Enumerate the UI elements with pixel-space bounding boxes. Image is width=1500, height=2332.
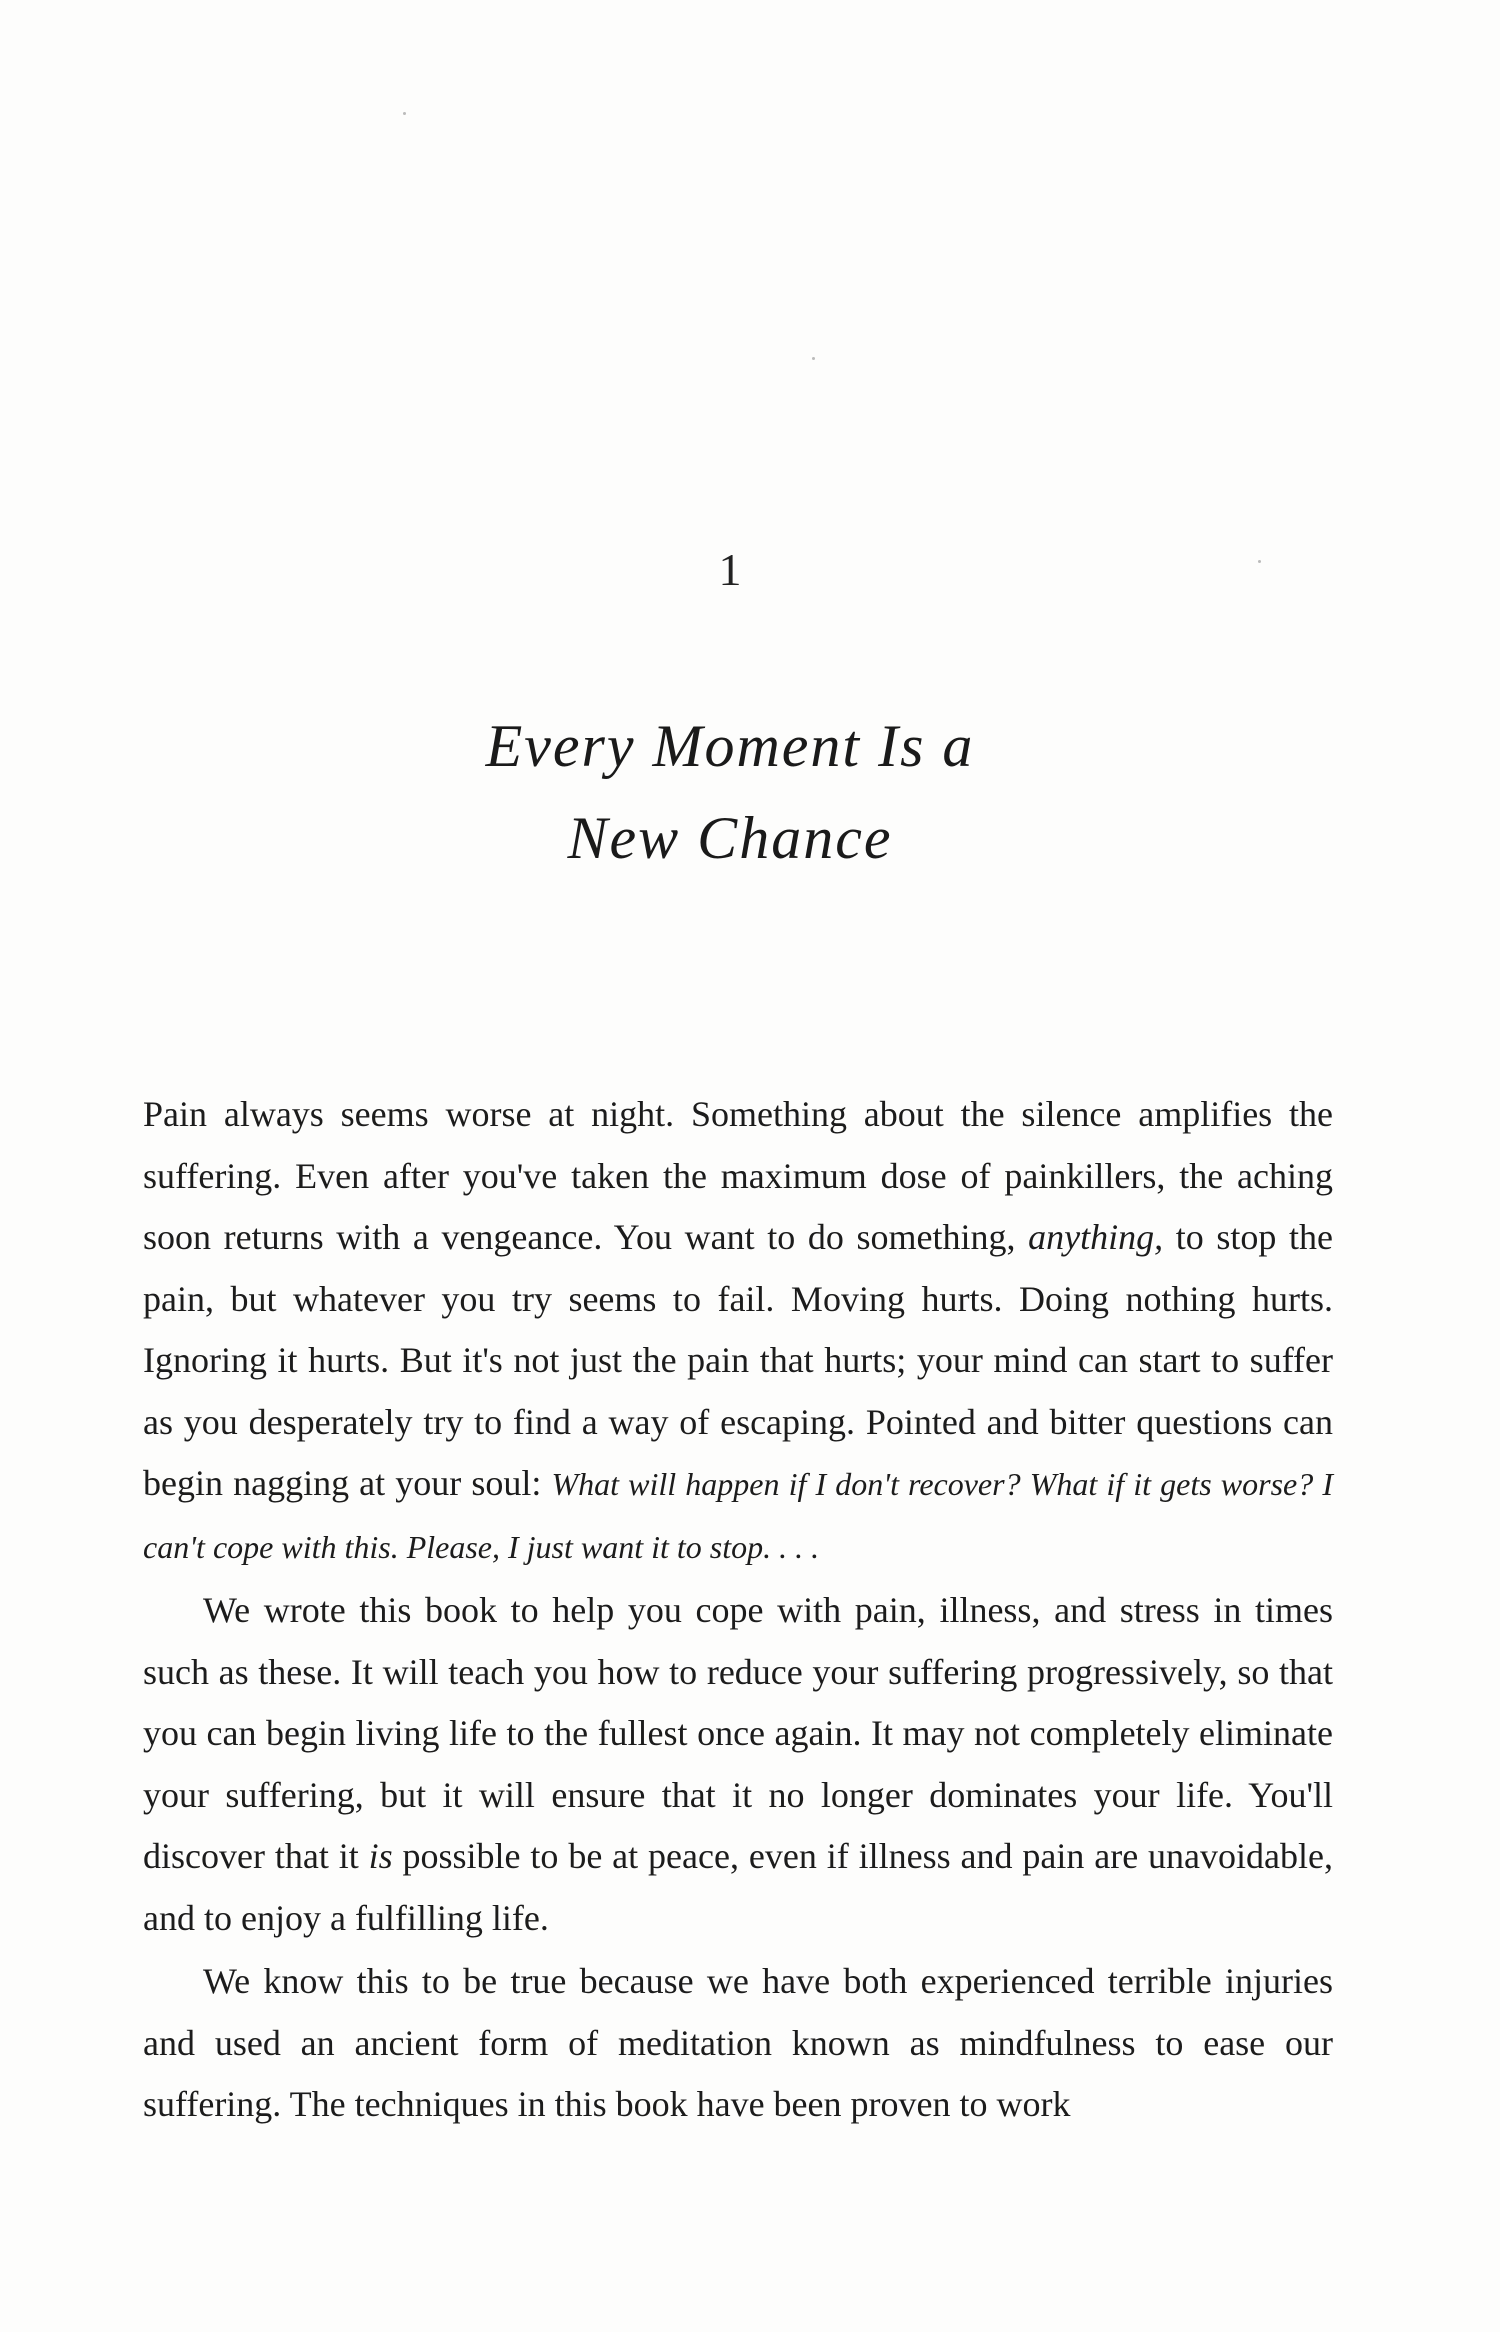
paragraph-1-emphasis-b: What will happen if I don't recover? What if it gets worse? I can't cope with this. Please, I just want it to stop. . . . — [143, 1466, 1333, 1565]
body-text — [143, 1084, 1333, 2136]
paragraph-3 — [143, 1951, 1333, 2136]
paragraph-3-text-a: We know this to be true because we have both experienced terrible injuries and used an ancient form of meditation known as mindfulness to ease our suffering. The techniques in this book have been proven to work — [143, 1961, 1333, 2124]
paragraph-1 — [143, 1084, 1333, 1578]
paragraph-2 — [143, 1580, 1333, 1949]
paper-speck — [812, 357, 815, 360]
chapter-title-line-2: New Chance — [567, 805, 893, 871]
paper-speck — [403, 112, 406, 115]
paragraph-2-text-b: possible to be at peace, even if illness and pain are unavoidable, and to enjoy a fulfilling life. — [143, 1836, 1333, 1938]
paragraph-1-text-b: to stop the pain, but whatever you try seems to fail. Moving hurts. Doing nothing hurts. Ignoring it hurts. But it's not just the pain that hurts; your mind can start to suffer as you desperately try to find a way of escaping. Pointed and bitter questions can begin nagging at your soul: — [143, 1217, 1333, 1503]
chapter-number: 1 — [718, 544, 742, 595]
paragraph-2-emphasis-a: is — [368, 1836, 393, 1876]
paragraph-1-emphasis-a: anything, — [1028, 1217, 1164, 1257]
paragraph-2-text-a: We wrote this book to help you cope with pain, illness, and stress in times such as these. It will teach you how to reduce your suffering progressively, so that you can begin living life to the fullest once again. It may not completely eliminate your suffering, but it will ensure that it no longer dominates your life. You'll discover that it — [143, 1590, 1333, 1876]
paragraph-1-text-a: Pain always seems worse at night. Something about the silence amplifies the suffering. Even after you've taken the maximum dose of painkillers, the aching soon returns with a vengeance. You want to do something, — [143, 1094, 1333, 1257]
chapter-title — [0, 700, 1460, 884]
chapter-title-line-1: Every Moment Is a — [485, 713, 975, 779]
